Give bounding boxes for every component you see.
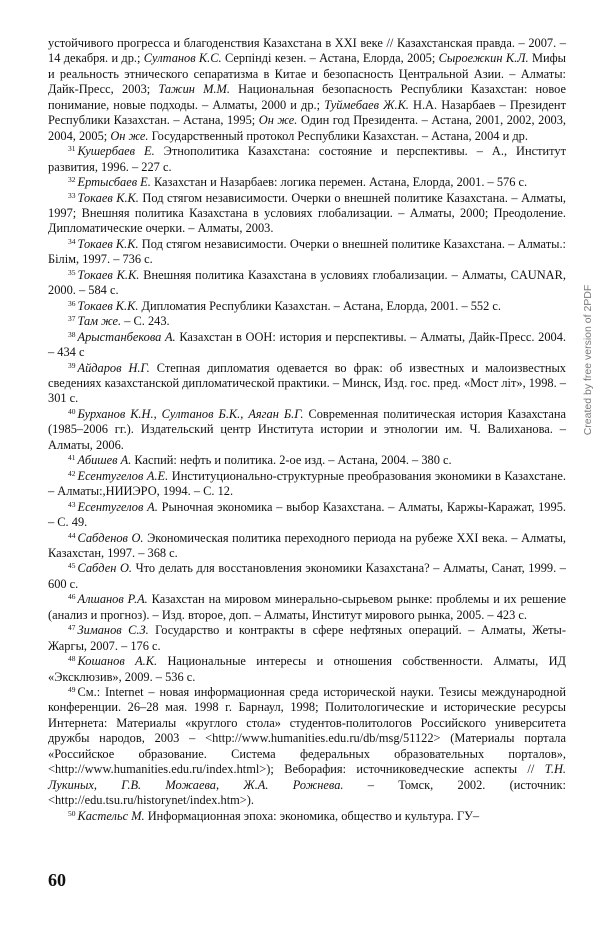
footnote-48 <box>48 654 566 685</box>
footnote-marker: 36 <box>68 298 76 308</box>
author-name: Токаев К.К. <box>77 190 139 205</box>
author-name: Есентугелов А. <box>77 499 158 514</box>
footnote-marker: 40 <box>68 406 76 416</box>
footnote-44 <box>48 531 566 562</box>
author-name: Тажин М.М. <box>158 82 230 97</box>
footnote-marker: 49 <box>68 685 76 695</box>
footnote-marker: 41 <box>68 453 76 463</box>
citation-text: Внешняя политика Казахстана в условиях глобализации. – Алматы, CAUNAR, 2000. – 584 с. <box>48 267 566 298</box>
footnote-marker: 35 <box>68 267 76 277</box>
author-name: Кошанов А.К. <box>77 654 158 669</box>
footnote-42 <box>48 469 566 500</box>
footnote-marker: 32 <box>68 175 76 185</box>
author-name: Султанов К.С. <box>143 51 222 66</box>
author-name: Бурханов К.Н., Султанов Б.К., Аяган Б.Г. <box>77 406 304 421</box>
footnote-marker: 44 <box>68 530 76 540</box>
author-name: Там же. <box>77 314 122 329</box>
footnote-continuation <box>48 36 566 144</box>
footnote-46 <box>48 592 566 623</box>
citation-text: См.: Internet – новая информационная среда исторической науки. Тезисы международной конференции. 26–28 мая. 1998 г. Барнаул, 1998; Политологические и исторические ресурсы Интернета: Материалы «круглого стола» студентов-политологов Российского университета дружбы народов, 2003 – <http://www.humanities.edu.ru/db/msg/51122> (Материалы портала «Российское образование. Система федеральных образовательных порталов», <http://www.humanities.edu.ru/index.html>); Веборафия: источниковедческие аспекты // <box>48 685 566 777</box>
author-name: Токаев К.К. <box>77 298 139 313</box>
citation-text: Этнополитика Казахстана: состояние и перспективы. – А., Институт развития, 1996. – 227 с. <box>48 144 567 174</box>
author-name: Сабденов О. <box>77 530 144 545</box>
author-name: Т.Н. Лукиных, Г.В. Можаева, Ж.А. Рожнева. <box>48 762 566 792</box>
author-name: Сабден О. <box>77 561 132 576</box>
citation-text: Экономическая политика переходного периода на рубеже XXI века. – Алматы, Казахстан, 1997. – 368 с. <box>48 530 566 560</box>
author-name: Арыстанбекова А. <box>77 329 176 344</box>
citation-text: Серпінді кезен. – Астана, Елорда, 2005; <box>221 51 439 66</box>
author-name: Ертысбаев Е. <box>77 175 151 190</box>
citation-text: Н.А. Назарбаев – Президент Республики Казахстан. – Астана, 1995; <box>48 97 566 128</box>
citation-text: Информационная эпоха: экономика, общество и культура. ГУ– <box>144 808 480 823</box>
author-name: Абишев А. <box>77 453 132 468</box>
citation-text: Казахстан и Назарбаев: логика перемен. Астана, Елорда, 2001. – 576 с. <box>150 175 528 190</box>
footnote-marker: 50 <box>68 808 76 818</box>
citation-text: Казахстан на мировом минерально-сырьевом рынке: проблемы и их решение (анализ и прогноз). – Изд. второе, доп. – Алматы, Институт мирового рынка, 2005. – 423 с. <box>48 592 566 622</box>
footnote-marker: 47 <box>68 623 76 633</box>
footnote-45 <box>48 561 566 592</box>
citation-text: Под стягом независимости. Очерки о внешней политике Казахстана. – Алматы.: Білім, 1997. – 736 с. <box>48 236 567 267</box>
citation-text: Государство и контракты в сфере нефтяных операций. – Алматы, Жеты-Жаргы, 2007. – 176 с. <box>48 623 566 653</box>
footnote-marker: 31 <box>68 144 76 154</box>
citation-text: Под стягом независимости. Очерки о внешней политике Казахстана. – Алматы, 1997; Внешняя политика Казахстана в условиях глобализации. – Алматы, 2000; Преодоление. Дипломатические очерки. – Алматы, 2003. <box>48 190 566 236</box>
footnote-37 <box>48 314 566 329</box>
citation-text: Национальная безопасность Республики Казахстан: новое понимание, новые подходы. – Алматы, 2000 и др.; <box>48 82 566 112</box>
author-name: Кастельс М. <box>77 808 145 823</box>
citation-text: устойчивого прогресса и благоденствия Казахстана в XXI веке // Казахстанская правда. – 2007. – 14 декабря. и др.; <box>48 36 566 66</box>
footnote-marker: 43 <box>68 499 76 509</box>
footnote-50 <box>48 809 566 824</box>
footnote-40 <box>48 407 566 453</box>
citation-text: Национальные интересы и отношения собственности. Алматы, ИД «Эксклюзив», 2009. – 536 с. <box>48 654 566 684</box>
footnote-38 <box>48 330 566 361</box>
author-name: Айдаров Н.Г. <box>77 360 150 375</box>
citation-text: Мифы и реальность этнического сепаратизма в Китае и безопасность Центральной Азии. – Алматы: Дайк-Пресс, 2003; <box>48 51 566 97</box>
footnote-marker: 37 <box>68 314 76 324</box>
author-name: Зиманов С.З. <box>77 623 149 638</box>
footnote-marker: 39 <box>68 360 76 370</box>
author-name: Алшанов Р.А. <box>77 592 148 607</box>
author-name: Он же. <box>258 113 298 128</box>
footnote-marker: 45 <box>68 561 76 571</box>
citation-text: Рыночная экономика – выбор Казахстана. – Алматы, Каржы-Каражат, 1995. – С. 49. <box>48 499 566 530</box>
footnote-marker: 38 <box>68 329 76 339</box>
footnotes-block <box>48 36 566 824</box>
author-name: Он же. <box>110 128 149 143</box>
author-name: Есентугелов А.Е. <box>77 468 169 483</box>
footnote-marker: 46 <box>68 592 76 602</box>
watermark-text: Created by free version of 2PDF <box>582 284 594 436</box>
footnote-43 <box>48 500 566 531</box>
citation-text: Современная политическая история Казахстана (1985–2006 гг.). Издательский центр Института истории и этнологии им. Ч. Валиханова. – Алматы, 2006. <box>48 406 566 452</box>
citation-text: – С. 243. <box>121 314 170 329</box>
page-number: 60 <box>48 870 66 890</box>
citation-text: Один год Президента. – Астана, 2001, 2002, 2003, 2004, 2005; <box>48 113 567 143</box>
citation-text: Степная дипломатия одевается во фрак: об известных и малоизвестных сведениях казахстанской дипломатической практики. – Минск, Изд. гос. пред. «Мост літ», 1998. – 301 с. <box>48 360 566 406</box>
footnote-marker: 48 <box>68 654 76 664</box>
footnote-31 <box>48 144 566 175</box>
footnote-47 <box>48 623 566 654</box>
footnote-34 <box>48 237 566 268</box>
citation-text: Институционально-структурные преобразования экономики в Казахстане. – Алматы:,НИИЭРО, 1994. – С. 12. <box>48 468 566 499</box>
citation-text: Что делать для восстановления экономики Казахстана? – Алматы, Санат, 1999. – 600 с. <box>48 561 566 591</box>
footnote-49 <box>48 685 566 809</box>
citation-text: Казахстан в ООН: история и перспективы. – Алматы, Дайк-Пресс. 2004. – 434 с <box>48 329 567 360</box>
footnote-32 <box>48 175 566 190</box>
footnote-33 <box>48 191 566 237</box>
citation-text: Каспий: нефть и политика. 2-ое изд. – Астана, 2004. – 380 с. <box>131 453 452 468</box>
author-name: Кушербаев Е. <box>77 144 155 159</box>
author-name: Сыроежкин К.Л. <box>438 51 529 66</box>
author-name: Токаев К.К. <box>77 236 139 251</box>
citation-text: – Томск, 2002. (источник: <http://edu.tsu.ru/historynet/index.htm>). <box>48 777 566 808</box>
author-name: Токаев К.К. <box>77 267 140 282</box>
footnote-39 <box>48 361 566 407</box>
citation-text: Государственный протокол Республики Казахстан. – Астана, 2004 и др. <box>148 128 528 143</box>
footnote-36 <box>48 299 566 314</box>
watermark <box>581 200 595 520</box>
citation-text: Дипломатия Республики Казахстан. – Астана, Елорда, 2001. – 552 с. <box>138 298 502 313</box>
author-name: Туймебаев Ж.К. <box>324 97 409 112</box>
footnote-marker: 33 <box>68 190 76 200</box>
footnote-35 <box>48 268 566 299</box>
footnote-marker: 42 <box>68 468 76 478</box>
footnote-marker: 34 <box>68 236 76 246</box>
footnote-41 <box>48 453 566 468</box>
